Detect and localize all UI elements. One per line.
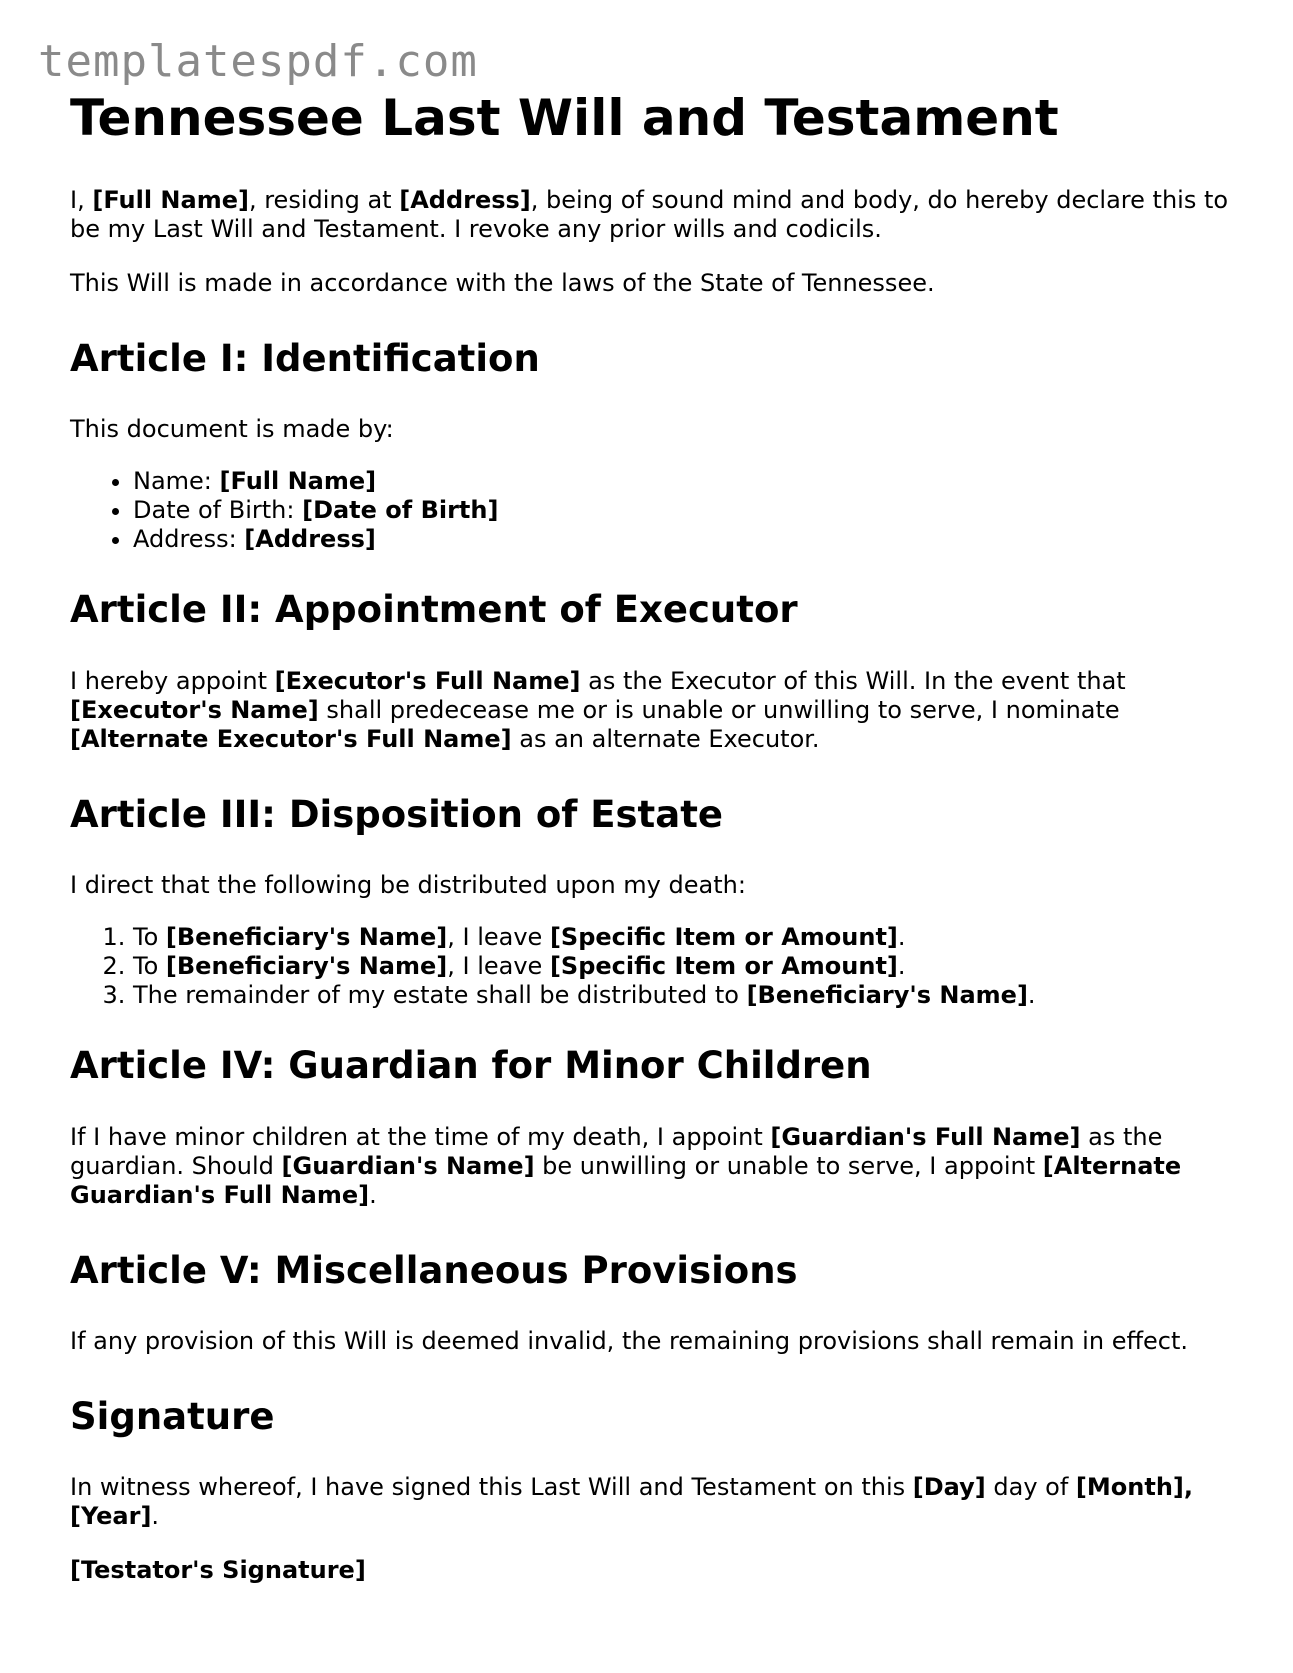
- list-item: 3. The remainder of my estate shall be distributed to [Beneficiary's Name].: [133, 981, 1230, 1010]
- placeholder-address: [Address]: [399, 186, 531, 214]
- signature-heading: Signature: [70, 1394, 275, 1438]
- list-item: • Date of Birth: [Date of Birth]: [133, 496, 1230, 525]
- article-3-heading: Article III: Disposition of Estate: [70, 792, 723, 836]
- article-2-paragraph: I hereby appoint [Executor's Full Name] as the Executor of this Will. In the event that [Executor's Name] shall predecease me or is unable or unwilling to serve, I nominate [Alternate Executor's Full Name] as an alternate Executor.: [70, 666, 1126, 753]
- placeholder-full-name: [Full Name]: [92, 186, 249, 214]
- article-1-heading: Article I: Identification: [70, 337, 540, 380]
- article-1-lead: This document is made by:: [70, 415, 394, 444]
- document-title: Tennessee Last Will and Testament: [70, 89, 1059, 147]
- article-5-paragraph: If any provision of this Will is deemed invalid, the remaining provisions shall remain in effect.: [70, 1326, 1188, 1355]
- article-2-heading: Article II: Appointment of Executor: [70, 588, 798, 632]
- watermark: templatespdf.com: [38, 36, 478, 87]
- list-item: 1. To [Beneficiary's Name], I leave [Specific Item or Amount].: [133, 923, 1230, 952]
- article-4-paragraph: If I have minor children at the time of my death, I appoint [Guardian's Full Name] as the guardian. Should [Guardian's Name] be unwilling or unable to serve, I appoint [Alternate Guardian's Full Name].: [70, 1122, 1182, 1209]
- jurisdiction-paragraph: This Will is made in accordance with the laws of the State of Tennessee.: [70, 269, 935, 297]
- list-item: 2. To [Beneficiary's Name], I leave [Specific Item or Amount].: [133, 952, 1230, 981]
- signature-paragraph: In witness whereof, I have signed this Last Will and Testament on this [Day] day of [Month], [Year].: [70, 1473, 1193, 1531]
- article-5-heading: Article V: Miscellaneous Provisions: [70, 1248, 798, 1292]
- article-3-lead: I direct that the following be distributed upon my death:: [70, 871, 746, 900]
- article-4-heading: Article IV: Guardian for Minor Children: [70, 1044, 872, 1088]
- document-page: [70, 88, 1230, 1610]
- list-item: • Address: [Address]: [133, 525, 1230, 554]
- list-item: • Name: [Full Name]: [133, 467, 1230, 496]
- distribution-list: [70, 923, 1230, 1010]
- testator-signature-line: [Testator's Signature]: [70, 1556, 366, 1585]
- identification-list: [70, 467, 1230, 554]
- intro-paragraph: I, [Full Name], residing at [Address], being of sound mind and body, do hereby declare this to be my Last Will and Testament. I revoke any prior wills and codicils.: [70, 186, 1229, 243]
